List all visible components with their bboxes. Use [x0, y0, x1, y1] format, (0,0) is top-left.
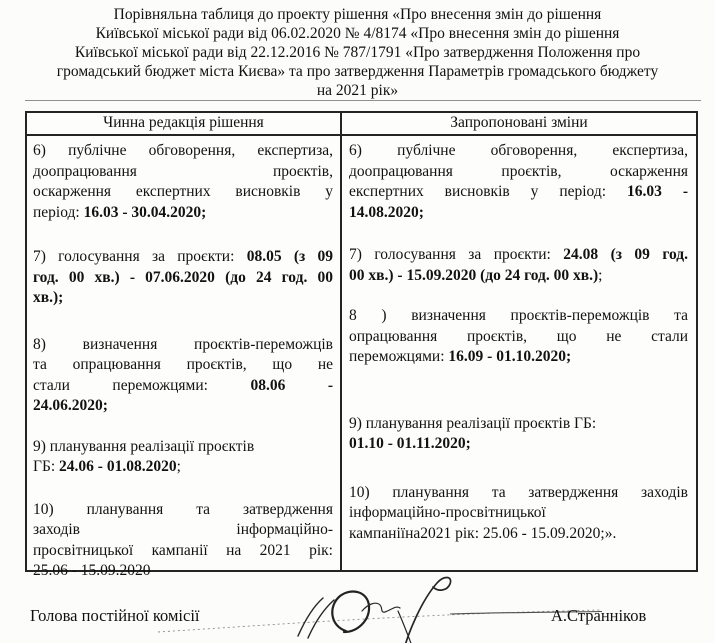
list-item-6-proposed: 6) публічне обговорення, експертиза, доопрацювання проєктів, оскарження експертних висновків у період: 16.03 - 14.08.2020; [349, 142, 688, 221]
position-label: Голова постійної комісії [30, 606, 200, 625]
cell-current-edition [27, 136, 340, 582]
title-line: Київської міської ради від 22.12.2016 № 787/1791 «Про затвердження Положення про [74, 44, 641, 61]
list-item-8-proposed: 8 ) визначення проєктів-переможців та опрацювання проєктів, що не стали переможцями: 16.09 - 01.10.2020; [349, 307, 688, 365]
list-item-8-current: 8) визначення проєктів-переможців та опрацювання проєктів, що не стали переможцями: 08.06 - 24.06.2020; [33, 335, 333, 414]
list-item-7-proposed: 7) голосування за проєкти: 24.08 (з 09 год. 00 хв.) - 15.09.2020 (до 24 год. 00 хв.); [349, 246, 689, 284]
signatory-name: А.Странніков [551, 606, 647, 625]
signature-block [0, 568, 715, 643]
title-line: громадський бюджет міста Києва» та про затвердження Параметрів громадського бюджету [56, 63, 659, 80]
title-line: Київської міської ради від 06.02.2020 № 4/8174 «Про внесення змін до рішення [95, 25, 620, 42]
title-line: Порівняльна таблиця до проекту рішення «Про внесення змін до рішення [113, 6, 602, 23]
column-proposed-changes [342, 113, 696, 570]
list-item-9-proposed: 9) планування реалізації проєктів ГБ: 01.10 - 01.11.2020; [349, 414, 597, 452]
list-item-6-current: 6) публічне обговорення, експертиза, доопрацювання проєктів, оскарження експертних висновків у період: 16.03 - 30.04.2020; [33, 142, 333, 221]
signature-dotted-line [158, 610, 602, 632]
document-title [0, 5, 715, 100]
cell-proposed-changes [342, 136, 696, 570]
list-item-10-current: 10) планування та затвердження заходів інформаційно- просвітницької кампанії на 2021 рік: 25.06 - 15.09.2020 [33, 500, 333, 579]
scan-artifact-line [25, 100, 701, 101]
signature-icon [150, 568, 610, 643]
column-header-proposed: Запропоновані зміни [342, 113, 696, 136]
list-item-9-current: 9) планування реалізації проєктів ГБ: 24.06 - 01.08.2020; [33, 437, 255, 475]
title-line: на 2021 рік» [316, 82, 399, 99]
column-current-edition [27, 113, 342, 579]
comparison-table [25, 111, 698, 579]
list-item-7-current: 7) голосування за проєкти: 08.05 (з 09 год. 00 хв.) - 07.06.2020 (до 24 год. 00 хв.); [33, 248, 333, 306]
column-header-current: Чинна редакція рішення [27, 113, 340, 136]
list-item-10-proposed: 10) планування та затвердження заходів інформаційно-просвітницької кампаніїна2021 рік: 25.06 - 15.09.2020;». [349, 483, 688, 542]
